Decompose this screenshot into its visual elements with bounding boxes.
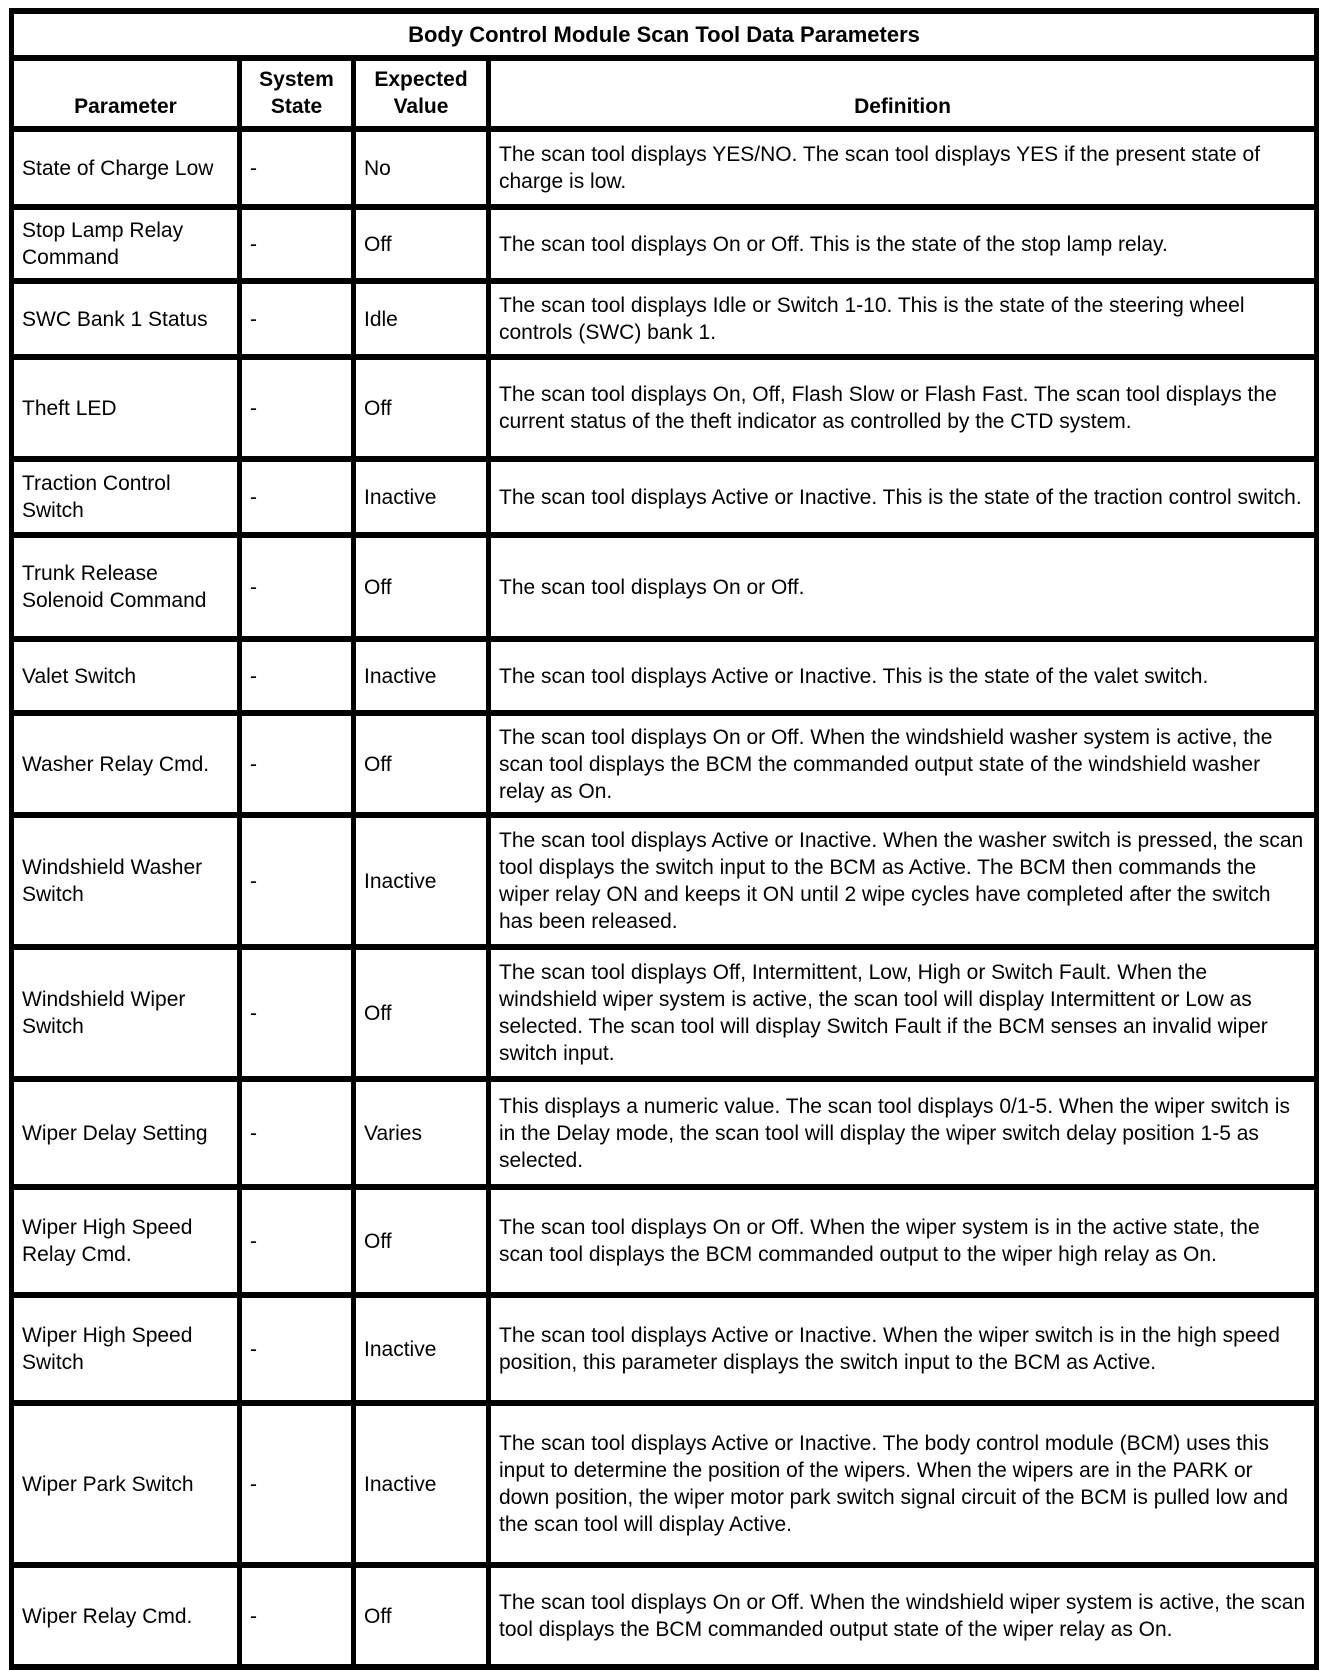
table-row	[12, 1079, 1317, 1187]
parameter-cell: SWC Bank 1 Status	[12, 281, 240, 357]
parameter-cell: Windshield Washer Switch	[12, 815, 240, 947]
table-row	[12, 281, 1317, 357]
table-row	[12, 1565, 1317, 1667]
parameter-cell: Trunk Release Solenoid Command	[12, 535, 240, 639]
parameter-cell: Wiper Park Switch	[12, 1403, 240, 1565]
parameter-cell: Theft LED	[12, 357, 240, 459]
table-row	[12, 535, 1317, 639]
definition-cell: The scan tool displays On, Off, Flash Slow or Flash Fast. The scan tool displays the current status of the theft indicator as controlled by the CTD system.	[489, 357, 1317, 459]
expected-value-cell: Varies	[354, 1079, 489, 1187]
expected-value-cell: Off	[354, 535, 489, 639]
definition-cell: The scan tool displays On or Off. This is the state of the stop lamp relay.	[489, 207, 1317, 281]
expected-value-cell: Off	[354, 1565, 489, 1667]
column-header-system-state: System State	[240, 58, 354, 129]
parameter-cell: Wiper High Speed Switch	[12, 1295, 240, 1403]
table-row	[12, 1295, 1317, 1403]
system-state-cell: -	[240, 1187, 354, 1295]
system-state-cell: -	[240, 713, 354, 815]
scan-tool-data-table	[9, 8, 1319, 1670]
expected-value-cell: Off	[354, 947, 489, 1079]
expected-value-cell: Inactive	[354, 639, 489, 713]
definition-cell: The scan tool displays Idle or Switch 1-10. This is the state of the steering wheel controls (SWC) bank 1.	[489, 281, 1317, 357]
parameter-cell: State of Charge Low	[12, 129, 240, 207]
expected-value-cell: Off	[354, 207, 489, 281]
parameter-cell: Stop Lamp Relay Command	[12, 207, 240, 281]
system-state-cell: -	[240, 1295, 354, 1403]
parameter-cell: Valet Switch	[12, 639, 240, 713]
system-state-cell: -	[240, 129, 354, 207]
table-row	[12, 459, 1317, 535]
definition-cell: The scan tool displays On or Off. When the wiper system is in the active state, the scan tool displays the BCM commanded output to the wiper high relay as On.	[489, 1187, 1317, 1295]
system-state-cell: -	[240, 815, 354, 947]
system-state-cell: -	[240, 357, 354, 459]
system-state-cell: -	[240, 281, 354, 357]
definition-cell: The scan tool displays On or Off. When the windshield washer system is active, the scan tool displays the BCM the commanded output state of the windshield washer relay as On.	[489, 713, 1317, 815]
definition-cell: The scan tool displays Active or Inactive. This is the state of the traction control switch.	[489, 459, 1317, 535]
column-header-expected-value: Expected Value	[354, 58, 489, 129]
system-state-cell: -	[240, 1079, 354, 1187]
table-title: Body Control Module Scan Tool Data Parameters	[12, 11, 1317, 58]
system-state-cell: -	[240, 947, 354, 1079]
definition-cell: The scan tool displays YES/NO. The scan tool displays YES if the present state of charge is low.	[489, 129, 1317, 207]
table-row	[12, 639, 1317, 713]
definition-cell: The scan tool displays Active or Inactive. When the wiper switch is in the high speed position, this parameter displays the switch input to the BCM as Active.	[489, 1295, 1317, 1403]
expected-value-cell: Inactive	[354, 1403, 489, 1565]
table-row	[12, 1187, 1317, 1295]
table-row	[12, 713, 1317, 815]
table-row	[12, 129, 1317, 207]
definition-cell: The scan tool displays On or Off.	[489, 535, 1317, 639]
expected-value-cell: Inactive	[354, 815, 489, 947]
table-row	[12, 947, 1317, 1079]
definition-cell: The scan tool displays Active or Inactive. This is the state of the valet switch.	[489, 639, 1317, 713]
system-state-cell: -	[240, 459, 354, 535]
expected-value-cell: Inactive	[354, 459, 489, 535]
table-row	[12, 357, 1317, 459]
definition-cell: The scan tool displays Off, Intermittent, Low, High or Switch Fault. When the windshield wiper system is active, the scan tool will display Intermittent or Low as selected. The scan tool will display Switch Fault if the BCM senses an invalid wiper switch input.	[489, 947, 1317, 1079]
expected-value-cell: Inactive	[354, 1295, 489, 1403]
column-header-parameter: Parameter	[12, 58, 240, 129]
table-title-row	[12, 11, 1317, 58]
parameter-cell: Wiper Relay Cmd.	[12, 1565, 240, 1667]
system-state-cell: -	[240, 1565, 354, 1667]
parameter-cell: Traction Control Switch	[12, 459, 240, 535]
table-row	[12, 815, 1317, 947]
definition-cell: This displays a numeric value. The scan tool displays 0/1-5. When the wiper switch is in the Delay mode, the scan tool will display the wiper switch delay position 1-5 as selected.	[489, 1079, 1317, 1187]
parameter-cell: Wiper High Speed Relay Cmd.	[12, 1187, 240, 1295]
expected-value-cell: Off	[354, 1187, 489, 1295]
table-row	[12, 207, 1317, 281]
expected-value-cell: No	[354, 129, 489, 207]
definition-cell: The scan tool displays Active or Inactive. The body control module (BCM) uses this input to determine the position of the wipers. When the wipers are in the PARK or down position, the wiper motor park switch signal circuit of the BCM is pulled low and the scan tool will display Active.	[489, 1403, 1317, 1565]
table-row	[12, 1403, 1317, 1565]
system-state-cell: -	[240, 535, 354, 639]
definition-cell: The scan tool displays On or Off. When the windshield wiper system is active, the scan tool displays the BCM commanded output state of the wiper relay as On.	[489, 1565, 1317, 1667]
parameter-cell: Windshield Wiper Switch	[12, 947, 240, 1079]
parameter-cell: Washer Relay Cmd.	[12, 713, 240, 815]
expected-value-cell: Off	[354, 357, 489, 459]
system-state-cell: -	[240, 1403, 354, 1565]
system-state-cell: -	[240, 639, 354, 713]
system-state-cell: -	[240, 207, 354, 281]
expected-value-cell: Idle	[354, 281, 489, 357]
column-header-definition: Definition	[489, 58, 1317, 129]
table-header-row	[12, 58, 1317, 129]
parameter-cell: Wiper Delay Setting	[12, 1079, 240, 1187]
expected-value-cell: Off	[354, 713, 489, 815]
definition-cell: The scan tool displays Active or Inactive. When the washer switch is pressed, the scan tool displays the switch input to the BCM as Active. The BCM then commands the wiper relay ON and keeps it ON until 2 wipe cycles have completed after the switch has been released.	[489, 815, 1317, 947]
